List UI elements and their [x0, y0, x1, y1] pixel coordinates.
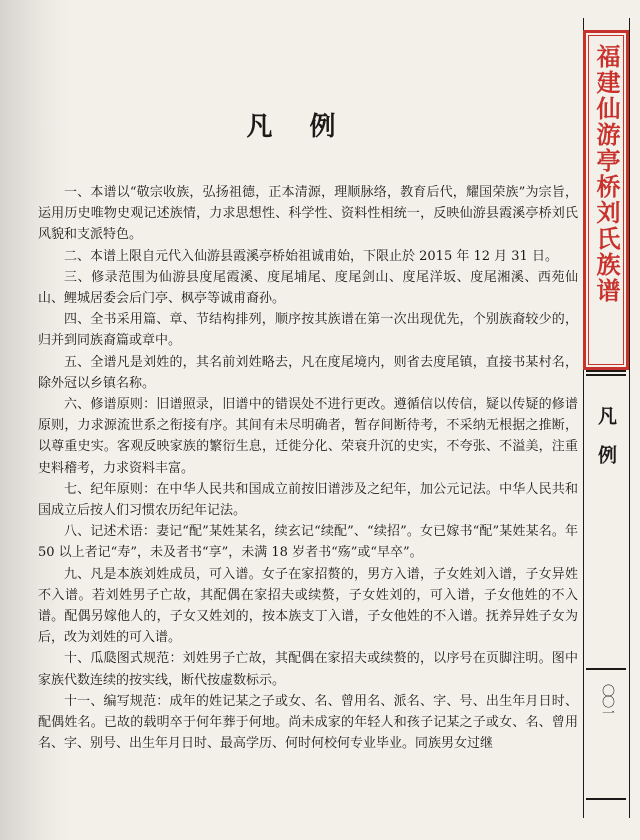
page-sidebar: [583, 18, 633, 818]
document-main: [18, 0, 578, 840]
page-number: 〇〇一: [599, 684, 614, 717]
page-number-divider: [586, 668, 626, 670]
paragraph-11: 十一、编写规范：成年的姓记某之子或女、名、曾用名、派名、字、号、出生年月日时、配偶姓名。已故的载明卒于何年葬于何地。尚未成家的年轻人和孩子记某之子或女、名、曾用名、字、别号、出生年月日时、最高学历、何时何校何专业毕业。同族男女过继: [38, 693, 578, 752]
book-title: 福建仙游亭桥刘氏族谱: [592, 44, 621, 304]
sidebar-divider-top: [586, 370, 626, 372]
paragraph-10: 十、瓜瓞图式规范：刘姓男子亡故，其配偶在家招夫或续赘的，以序号在页脚注明。图中家族代数连续的按实线，断代按虚数标示。: [38, 651, 578, 688]
paragraph-3: 三、修录范围为仙游县度尾霞溪、度尾埔尾、度尾剑山、度尾洋坂、度尾湘溪、西苑仙山、鲤城居委会后门亭、枫亭等诚甫裔孙。: [38, 269, 578, 307]
paragraph-5: 五、全谱凡是刘姓的，其名前刘姓略去，凡在度尾境内，则省去度尾镇，直接书某村名，除外冠以乡镇名称。: [38, 354, 578, 391]
paragraph-4: 四、全书采用篇、章、节结构排列，顺序按其族谱在第一次出现优先，个别族裔较少的，归并到同族裔篇或章中。: [38, 312, 578, 349]
paragraph-2: 二、本谱上限自元代入仙游县霞溪亭桥始祖诚甫始，下限止於 2015 年 12 月 31 日。: [64, 248, 558, 264]
section-label: 凡例: [595, 406, 617, 484]
paragraph-9: 九、凡是本族刘姓成员，可入谱。女子在家招赘的，男方入谱，子女姓刘入谱，子女异姓不入谱。若刘姓男子亡故，其配偶在家招夫或续赘，子女姓刘的，可入谱，子女他姓的不入谱。配偶另嫁他人的，子女又姓刘的，按本族支丁入谱，子女他姓的不入谱。抚养异姓子女为后，改为刘姓的可入谱。: [38, 566, 578, 646]
paragraph-1: 一、本谱以“敬宗收族，弘扬祖德，正本清源，理顺脉络，教育后代，耀国荣族”为宗旨，运用历史唯物史观记述族情，力求思想性、科学性、资料性相统一，反映仙游县霞溪亭桥刘氏风貌和支派特色。: [38, 185, 578, 243]
page-number-divider-bottom: [586, 798, 626, 800]
paragraph-6: 六、修谱原则：旧谱照录，旧谱中的错误处不进行更改。遵循信以传信，疑以传疑的修谱原则，力求源流世系之衔接有序。其间有未尽明确者，暂存间断待考，不采纳无根据之推断，以尊重史实。客观反映家族的繁衍生息，迁徙分化、荣衰升沉的史实，不夸张、不溢美，注重史料稽考，力求资料丰富。: [38, 397, 578, 476]
paragraph-7: 七、纪年原则：在中华人民共和国成立前按旧谱涉及之纪年，加公元记法。中华人民共和国成立后按人们习惯农历纪年记法。: [38, 481, 578, 519]
page-title: 凡 例: [246, 112, 350, 142]
sidebar-divider-bottom: [586, 374, 626, 376]
sidebar-right-rule: [629, 18, 630, 818]
paragraph-8: 八、记述术语：妻记“配”某姓某名，续玄记“续配”、“续招”。女已嫁书“配”某姓某名。年 50 以上者记“寿”，未及者书“享”，未满 18 岁者书“殇”或“早卒”。: [38, 524, 578, 561]
document-body: [38, 182, 578, 754]
